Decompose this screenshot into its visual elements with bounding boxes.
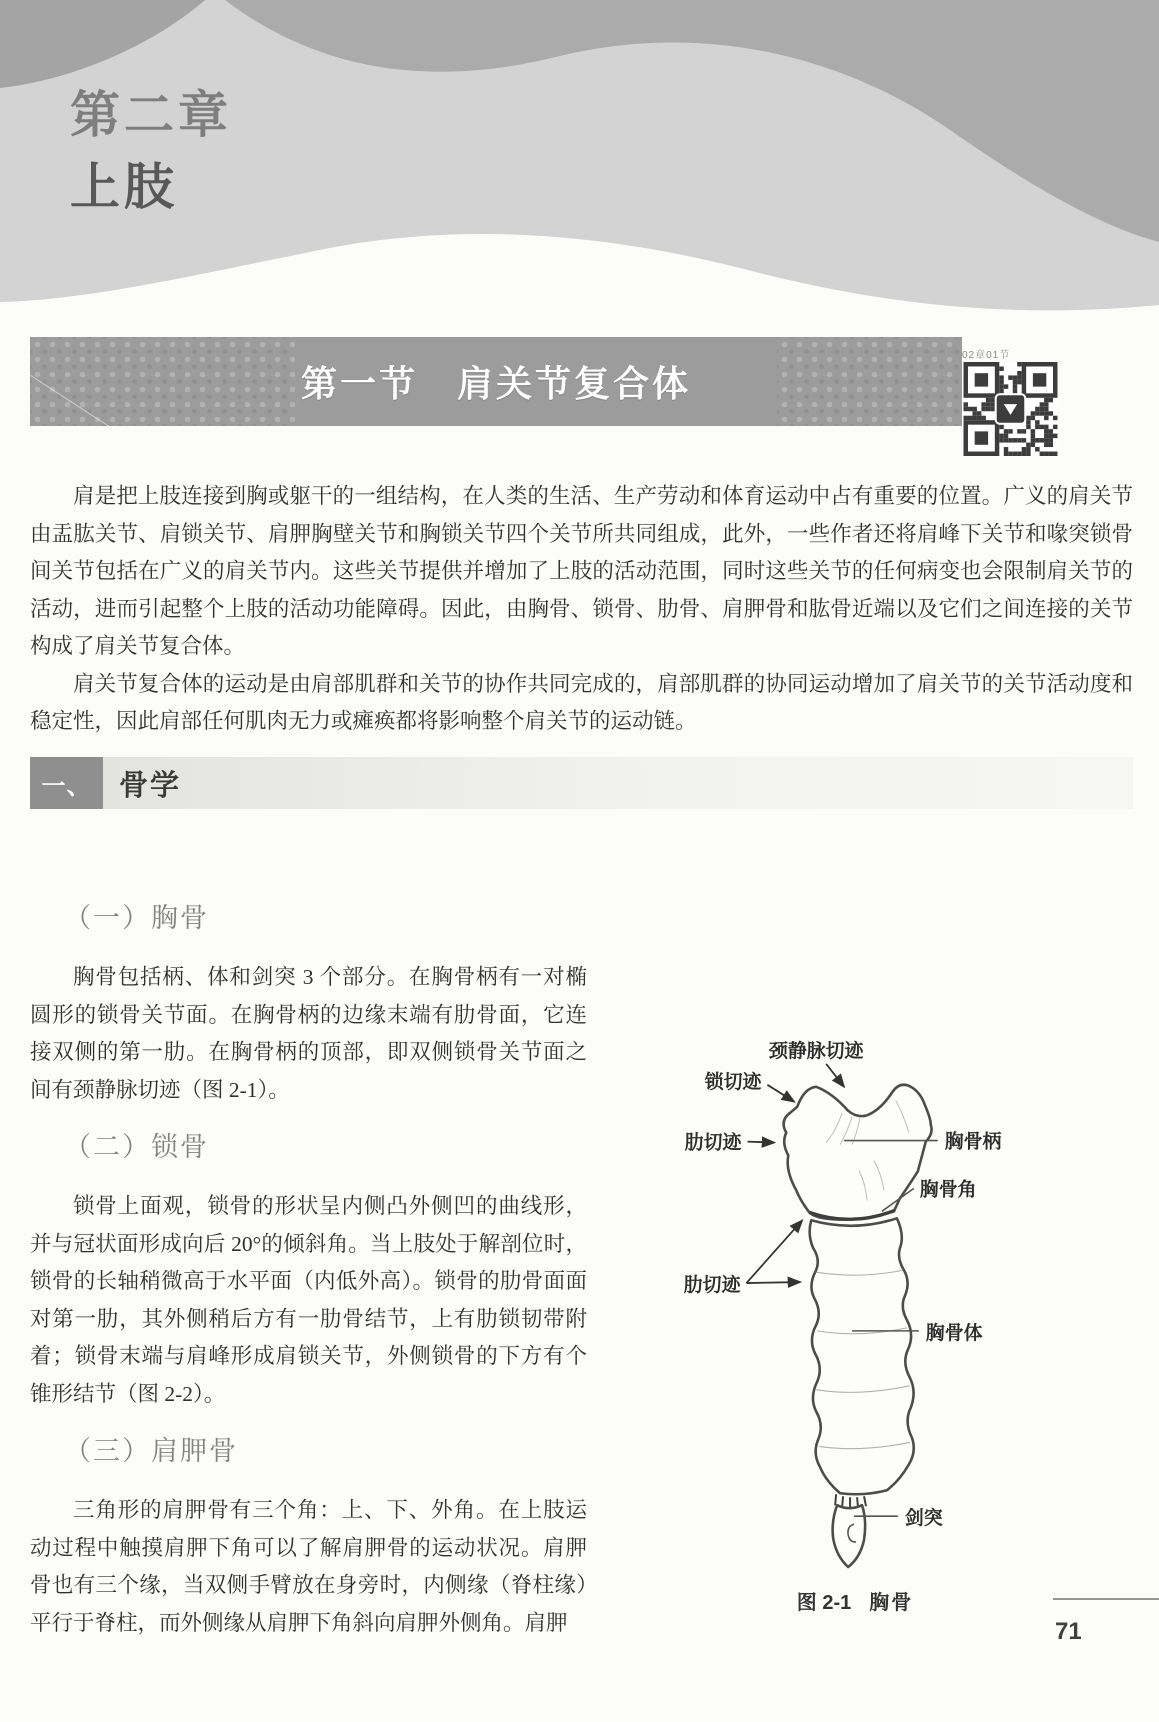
label-xiphoid: 剑突 [904,1508,943,1530]
bone-section [30,880,1133,1642]
chapter-title: 上肢 [70,159,178,215]
label-manubrium: 胸骨柄 [944,1131,1002,1153]
footer-rule [1053,1598,1159,1600]
sternal-body-shape [810,1218,914,1494]
chapter-number: 第二章 [70,87,232,143]
intro-text [30,478,1133,741]
figure-caption-label: 图 2-1 [796,1592,852,1614]
sternum-illustration [605,1020,1133,1575]
label-clavicular-notch: 锁切迹 [704,1071,762,1093]
osteology-section-bar [30,757,1133,809]
page-number: 71 [1055,1618,1082,1645]
qr-caption: 02章01节 [962,350,1011,361]
intro-paragraph-1: 肩是把上肢连接到胸或躯干的一组结构，在人类的生活、生产劳动和体育运动中占有重要的位置。广义的肩关节由盂肱关节、肩锁关节、肩胛胸壁关节和胸锁关节四个关节所共同组成，此外，一些作者还将肩峰下关节和喙突锁骨间关节包括在广义的肩关节内。这些关节提供并增加了上肢的活动范围，同时这些关节的任何病变也会限制肩关节的活动，进而引起整个上肢的活动功能障碍。因此，由胸骨、锁骨、肋骨、肩胛骨和肱骨近端以及它们之间连接的关节构成了肩关节复合体。 [30,484,1133,658]
figure-caption [591,1586,1119,1615]
osteology-badge: 一、 [30,757,103,809]
sternum-paragraph: 胸骨包括柄、体和剑突 3 个部分。在胸骨柄有一对椭圆形的锁骨关节面。在胸骨柄的边缘末端有肋骨面，它连接双侧的第一肋。在胸骨柄的顶部，即双侧锁骨关节面之间有颈静脉切迹（图 2-1）。 [30,965,587,1102]
label-costal-notch-lower: 肋切迹 [683,1275,741,1297]
subheading-clavicle: （二）锁骨 [64,1132,209,1162]
figure-2-1 [605,1020,1133,1615]
subheading-scapula: （三）肩胛骨 [64,1436,238,1466]
osteology-title: 骨学 [119,769,182,802]
manubrium-shape [784,1085,932,1220]
label-sternal-angle: 胸骨角 [919,1179,977,1201]
osteology-strip [103,757,1133,809]
subheading-sternum: （一）胸骨 [64,903,209,933]
label-jugular-notch: 颈静脉切迹 [768,1040,864,1062]
scapula-paragraph: 三角形的肩胛骨有三个角：上、下、外角。在上肢运动过程中触摸肩胛下角可以了解肩胛骨的运动状况。肩胛骨也有三个缘，当双侧手臂放在身旁时，内侧缘（脊柱缘）平行于脊柱，而外侧缘从肩胛下角斜向肩胛外侧角。肩胛 [30,1498,587,1635]
section-title: 第一节 肩关节复合体 [300,364,691,404]
chapter-header [70,86,232,216]
clavicle-paragraph: 锁骨上面观，锁骨的形状呈内侧凸外侧凹的曲线形，并与冠状面形成向后 20°的倾斜角。当上肢处于解剖位时，锁骨的长轴稍微高于水平面（内低外高）。锁骨的肋骨面面对第一肋，其外侧稍后方有一肋骨结节，上有肋锁韧带附着；锁骨末端与肩峰形成肩锁关节，外侧锁骨的下方有个锥形结节（图 2-2）。 [30,1194,587,1406]
figure-caption-title: 胸骨 [869,1592,914,1614]
qr-code-icon [962,362,1059,456]
section-banner [30,337,962,426]
qr-block [962,350,1060,456]
intro-paragraph-2: 肩关节复合体的运动是由肩部肌群和关节的协作共同完成的，肩部肌群的协同运动增加了肩关节的关节活动度和稳定性，因此肩部任何肌肉无力或瘫痪都将影响整个肩关节的运动链。 [30,671,1133,733]
label-sternal-body: 胸骨体 [925,1322,983,1344]
label-costal-notch-upper: 肋切迹 [684,1132,742,1154]
